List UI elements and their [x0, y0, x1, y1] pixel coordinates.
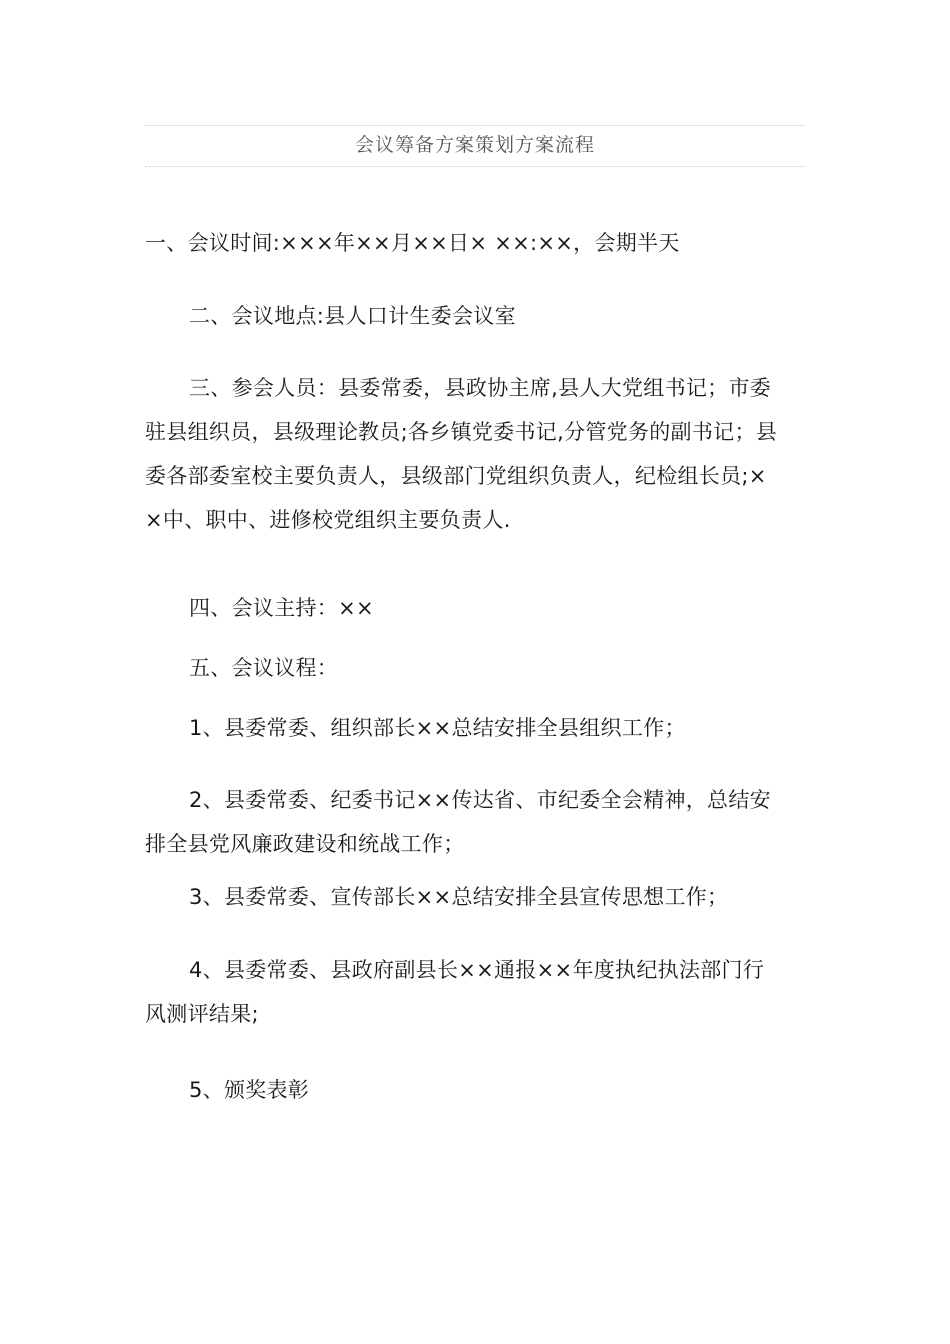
paragraph-attendees — [145, 366, 807, 542]
paragraph-agenda-heading — [145, 646, 807, 690]
paragraph-meeting-location — [145, 294, 807, 338]
paragraph-line: 五、会议议程： — [189, 656, 339, 680]
agenda-item-4 — [145, 948, 807, 1036]
paragraph-line: 二、会议地点:县人口计生委会议室 — [189, 304, 516, 328]
paragraph-line: 驻县组织员，县级理论教员;各乡镇党委书记,分管党务的副书记；县 — [145, 420, 778, 444]
paragraph-line: 委各部委室校主要负责人，县级部门党组织负责人，纪检组长员;× — [145, 464, 767, 488]
title-bottom-rule — [145, 166, 805, 167]
paragraph-line: 四、会议主持：×× — [189, 596, 374, 620]
paragraph-line: 排全县党风廉政建设和统战工作； — [145, 832, 465, 856]
paragraph-line: 一、会议时间:×××年××月××日× ××:××，会期半天 — [145, 231, 680, 255]
paragraph-line: 5、颁奖表彰 — [189, 1078, 310, 1102]
paragraph-line: 3、县委常委、宣传部长××总结安排全县宣传思想工作； — [189, 885, 729, 909]
paragraph-line: 1、县委常委、组织部长××总结安排全县组织工作； — [189, 716, 686, 740]
agenda-item-3 — [145, 875, 807, 919]
title-top-rule — [145, 125, 805, 126]
paragraph-line: 风测评结果; — [145, 1002, 259, 1026]
paragraph-host — [145, 586, 807, 630]
paragraph-line: ×中、职中、进修校党组织主要负责人. — [145, 508, 511, 532]
paragraph-line: 三、参会人员：县委常委，县政协主席,县人大党组书记；市委 — [189, 376, 772, 400]
paragraph-line: 2、县委常委、纪委书记××传达省、市纪委全会精神，总结安 — [189, 788, 771, 812]
agenda-item-1 — [145, 706, 807, 750]
agenda-item-2 — [145, 778, 807, 866]
agenda-item-5 — [145, 1068, 807, 1112]
paragraph-line: 4、县委常委、县政府副县长××通报××年度执纪执法部门行 — [189, 958, 765, 982]
document-title: 会议筹备方案策划方案流程 — [354, 134, 595, 156]
paragraph-meeting-time — [145, 221, 807, 265]
